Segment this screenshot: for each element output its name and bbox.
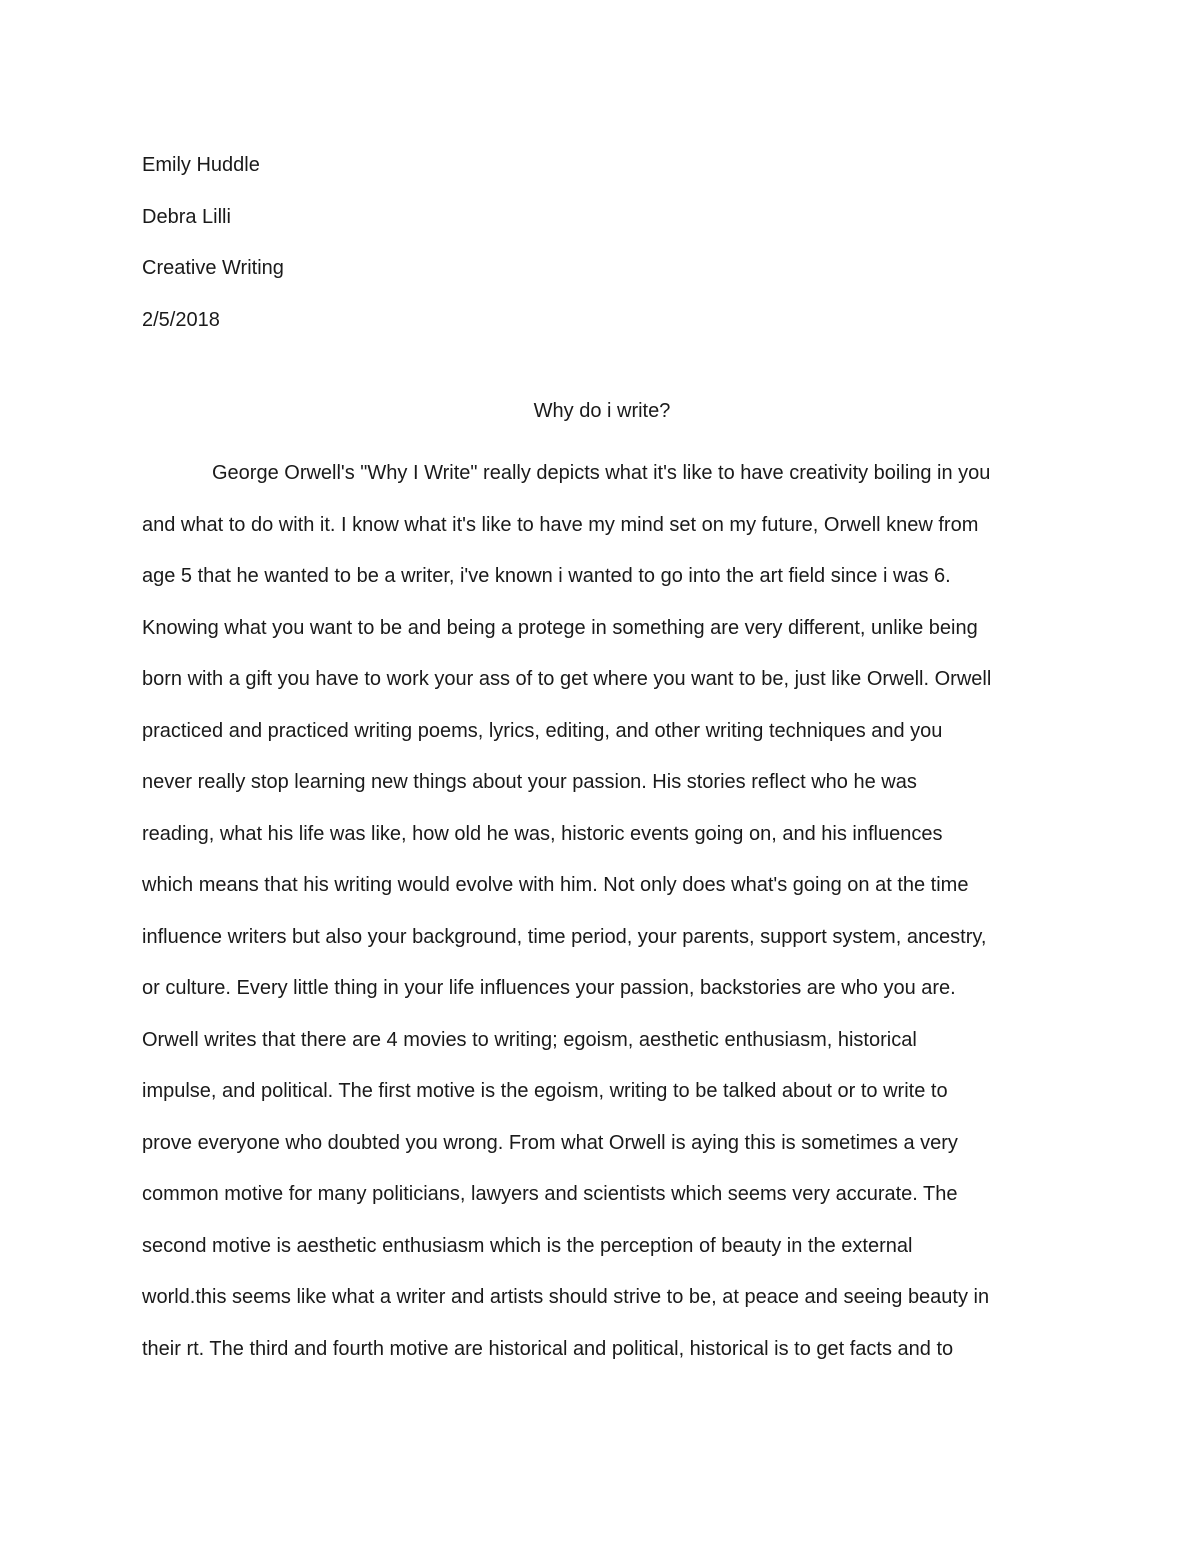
body-line: never really stop learning new things about your passion. His stories reflect who he was: [142, 771, 917, 793]
mla-heading: [142, 140, 1062, 346]
body-line: George Orwell's "Why I Write" really depicts what it's like to have creativity boiling in you: [212, 462, 991, 484]
body-line: born with a gift you have to work your ass of to get where you want to be, just like Orwell. Orwell: [142, 668, 992, 690]
body-line: impulse, and political. The first motive is the egoism, writing to be talked about or to write to: [142, 1080, 948, 1102]
body-line: practiced and practiced writing poems, lyrics, editing, and other writing techniques and you: [142, 719, 943, 742]
course-name: Creative Writing: [142, 257, 284, 279]
document-date: 2/5/2018: [142, 308, 220, 331]
body-line: prove everyone who doubted you wrong. From what Orwell is aying this is sometimes a very: [142, 1131, 958, 1154]
body-line: and what to do with it. I know what it's like to have my mind set on my future, Orwell knew from: [142, 513, 979, 536]
body-line: their rt. The third and fourth motive are historical and political, historical is to get facts and to: [142, 1337, 954, 1360]
body-line: common motive for many politicians, lawyers and scientists which seems very accurate. The: [142, 1183, 958, 1205]
body-line: Knowing what you want to be and being a protege in something are very different, unlike being: [142, 616, 978, 639]
body-line: influence writers but also your background, time period, your parents, support system, ancestry,: [142, 925, 987, 948]
body-line: second motive is aesthetic enthusiasm which is the perception of beauty in the external: [142, 1234, 913, 1257]
essay-body: [142, 448, 1072, 1375]
body-line: reading, what his life was like, how old he was, historic events going on, and his influences: [142, 822, 943, 845]
instructor-name: Debra Lilli: [142, 205, 231, 228]
essay-title: Why do i write?: [533, 400, 671, 422]
body-line: which means that his writing would evolve with him. Not only does what's going on at the time: [142, 874, 969, 896]
body-line: or culture. Every little thing in your life influences your passion, backstories are who you are.: [142, 977, 956, 999]
author-name: Emily Huddle: [142, 154, 260, 176]
body-line: world.this seems like what a writer and artists should strive to be, at peace and seeing beauty in: [142, 1286, 990, 1308]
body-line: Orwell writes that there are 4 movies to writing; egoism, aesthetic enthusiasm, historical: [142, 1028, 917, 1051]
body-line: age 5 that he wanted to be a writer, i've known i wanted to go into the art field since i was 6.: [142, 565, 951, 587]
